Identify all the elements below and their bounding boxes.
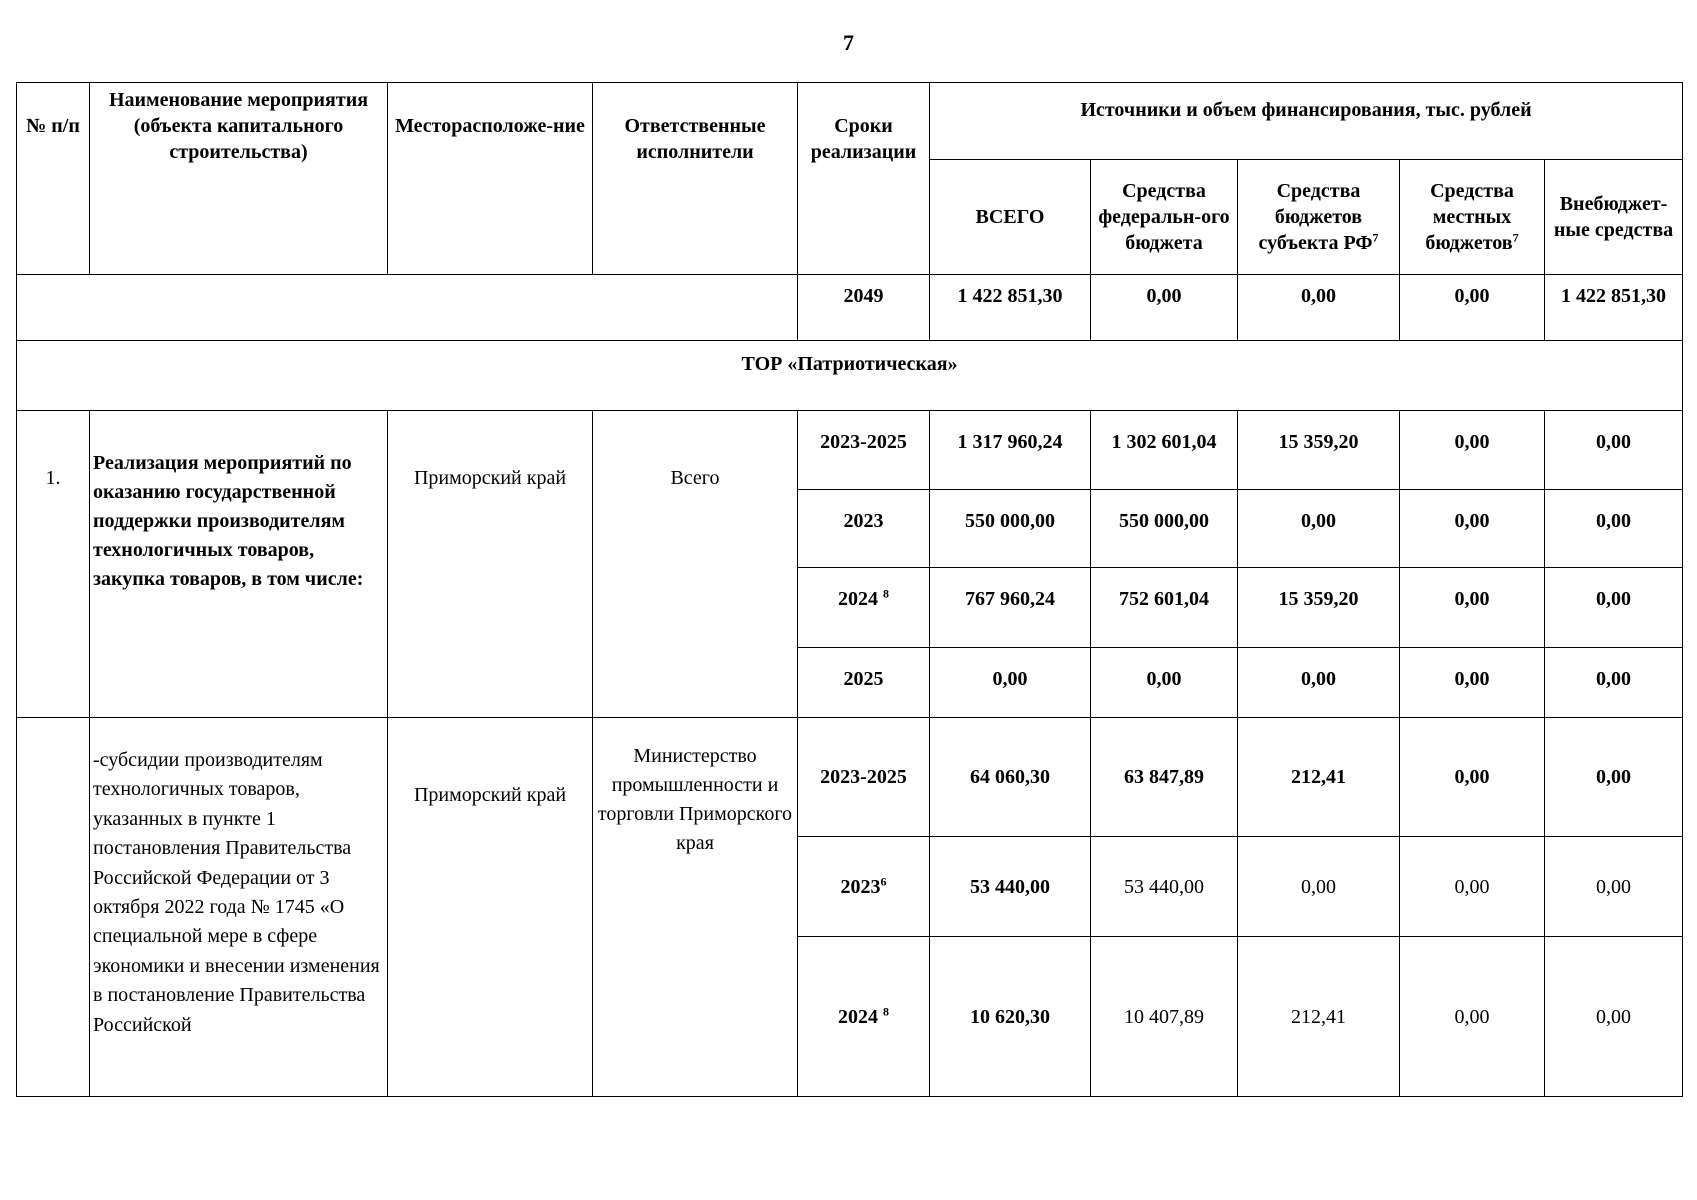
carry-row: [17, 275, 1683, 341]
sub1-local: 0,00: [1400, 937, 1545, 1097]
item1-year: 2025: [798, 648, 930, 718]
item1-row-1: [17, 411, 1683, 490]
section-row: [17, 341, 1683, 411]
item1-total: 0,00: [930, 648, 1091, 718]
sub1-federal: 10 407,89: [1091, 937, 1238, 1097]
item1-year-footnote: 8: [883, 586, 889, 601]
sub1-year: 2023-2025: [798, 718, 930, 837]
item1-total: 550 000,00: [930, 490, 1091, 568]
sub1-total: 53 440,00: [930, 837, 1091, 937]
header-federal: Средства федеральн-ого бюджета: [1091, 160, 1238, 275]
item1-local: 0,00: [1400, 568, 1545, 648]
header-regional-text: Средства бюджетов субъекта РФ: [1258, 180, 1373, 254]
sub1-federal: 53 440,00: [1091, 837, 1238, 937]
sub1-regional: 0,00: [1238, 837, 1400, 937]
item1-year: 2023: [798, 490, 930, 568]
header-row-1: [17, 83, 1683, 160]
header-name: Наименование мероприятия (объекта капитального строительства): [90, 83, 388, 275]
sub1-location: Приморский край: [388, 718, 593, 1097]
item1-year: 2023-2025: [798, 411, 930, 490]
carry-total: 1 422 851,30: [930, 275, 1091, 341]
carry-extrabudget: 1 422 851,30: [1545, 275, 1683, 341]
sub1-regional: 212,41: [1238, 718, 1400, 837]
item1-no: 1.: [17, 411, 90, 718]
sub1-local: 0,00: [1400, 718, 1545, 837]
item1-responsible: Всего: [593, 411, 798, 718]
item1-year-text: 2024: [838, 588, 878, 610]
item1-local: 0,00: [1400, 648, 1545, 718]
item1-name: Реализация мероприятий по оказанию государственной поддержки производителям технологичных товаров, закупка товаров, в том числе:: [90, 411, 388, 718]
header-regional: [1238, 160, 1400, 275]
sub1-year: [798, 937, 930, 1097]
carry-federal: 0,00: [1091, 275, 1238, 341]
item1-federal: 1 302 601,04: [1091, 411, 1238, 490]
sub1-regional: 212,41: [1238, 937, 1400, 1097]
header-total: ВСЕГО: [930, 160, 1091, 275]
item1-extrabudget: 0,00: [1545, 490, 1683, 568]
header-local: [1400, 160, 1545, 275]
item1-total: 1 317 960,24: [930, 411, 1091, 490]
header-sources: Источники и объем финансирования, тыс. рублей: [930, 83, 1683, 160]
item1-regional: 15 359,20: [1238, 411, 1400, 490]
sub1-row-1: [17, 718, 1683, 837]
sub1-year-footnote: 8: [883, 1003, 889, 1018]
header-extrabudget: Внебюджет-ные средства: [1545, 160, 1683, 275]
sub1-total: 10 620,30: [930, 937, 1091, 1097]
sub1-year-text: 2024: [838, 1005, 878, 1028]
sub1-extrabudget: 0,00: [1545, 837, 1683, 937]
item1-regional: 0,00: [1238, 648, 1400, 718]
sub1-extrabudget: 0,00: [1545, 937, 1683, 1097]
header-local-text: Средства местных бюджетов: [1425, 180, 1514, 254]
item1-federal: 550 000,00: [1091, 490, 1238, 568]
item1-total: 767 960,24: [930, 568, 1091, 648]
item1-federal: 0,00: [1091, 648, 1238, 718]
header-local-footnote: 7: [1512, 230, 1519, 245]
item1-regional: 15 359,20: [1238, 568, 1400, 648]
item1-year: [798, 568, 930, 648]
item1-extrabudget: 0,00: [1545, 648, 1683, 718]
header-regional-footnote: 7: [1372, 230, 1379, 245]
sub1-year-footnote: 6: [880, 873, 887, 888]
header-period: Сроки реализации: [798, 83, 930, 275]
sub1-total: 64 060,30: [930, 718, 1091, 837]
page-number: 7: [843, 30, 854, 55]
sub1-no: [17, 718, 90, 1097]
sub1-extrabudget: 0,00: [1545, 718, 1683, 837]
section-title: ТОР «Патриотическая»: [17, 341, 1683, 411]
sub1-year: [798, 837, 930, 937]
header-location: Месторасположе-ние: [388, 83, 593, 275]
carry-regional: 0,00: [1238, 275, 1400, 341]
header-responsible: Ответственные исполнители: [593, 83, 798, 275]
item1-local: 0,00: [1400, 411, 1545, 490]
sub1-responsible: Министерство промышленности и торговли Приморского края: [593, 718, 798, 1097]
item1-location: Приморский край: [388, 411, 593, 718]
sub1-year-text: 2023: [840, 875, 881, 898]
financing-table: [16, 82, 1683, 1097]
sub1-federal: 63 847,89: [1091, 718, 1238, 837]
carry-local: 0,00: [1400, 275, 1545, 341]
item1-extrabudget: 0,00: [1545, 568, 1683, 648]
carry-year: 2049: [798, 275, 930, 341]
carry-row-blank: [17, 275, 798, 341]
sub1-local: 0,00: [1400, 837, 1545, 937]
item1-federal: 752 601,04: [1091, 568, 1238, 648]
item1-regional: 0,00: [1238, 490, 1400, 568]
header-no: № п/п: [17, 83, 90, 275]
item1-local: 0,00: [1400, 490, 1545, 568]
item1-extrabudget: 0,00: [1545, 411, 1683, 490]
sub1-name: -субсидии производителям технологичных товаров, указанных в пункте 1 постановления Правительства Российской Федерации от 3 октября 2022 года № 1745 «О специальной мере в сфере экономики и внесении изменения в постановление Правительства Российской: [90, 718, 388, 1097]
